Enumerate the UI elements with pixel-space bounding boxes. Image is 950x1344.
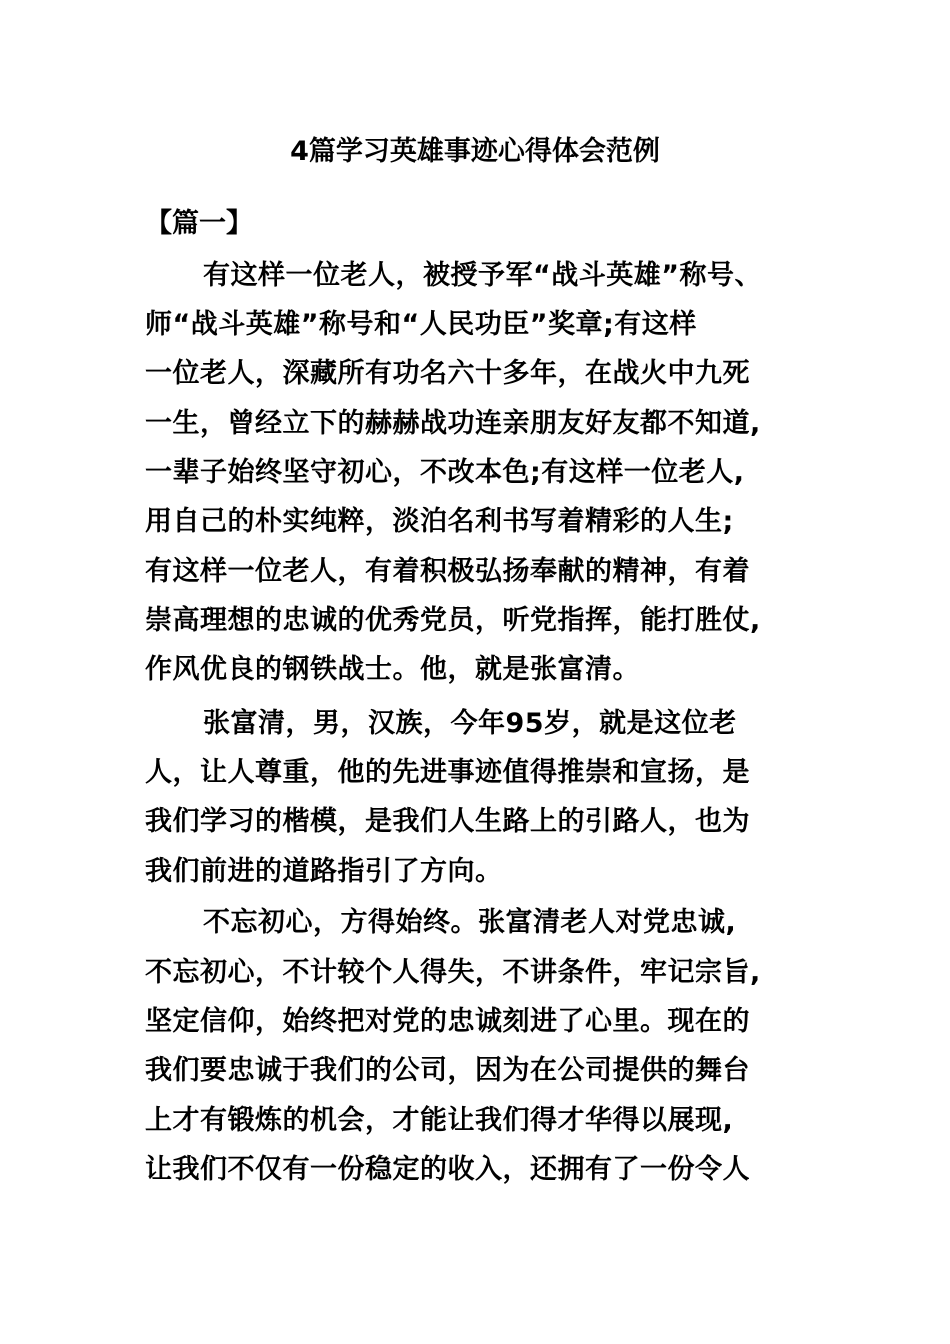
paragraph-line: 一生，曾经立下的赫赫战功连亲朋友好友都不知道, — [145, 408, 761, 439]
paragraph-line: 我们要忠诚于我们的公司，因为在公司提供的舞台 — [145, 1055, 750, 1086]
section-heading: 【篇一】 — [145, 208, 253, 239]
paragraph-line: 师“战斗英雄”称号和“人民功臣”奖章;有这样 — [145, 309, 697, 340]
paragraph-line: 上才有锻炼的机会，才能让我们得才华得以展现, — [145, 1105, 734, 1136]
paragraph-line: 崇高理想的忠诚的优秀党员，听党指挥，能打胜仗, — [145, 605, 761, 636]
paragraph-line: 坚定信仰，始终把对党的忠诚刻进了心里。现在的 — [145, 1006, 750, 1037]
paragraph-line: 一辈子始终坚守初心，不改本色;有这样一位老人, — [145, 457, 745, 488]
document-title: 4篇学习英雄事迹心得体会范例 — [290, 136, 660, 167]
paragraph-line: 有这样一位老人，有着积极弘扬奉献的精神，有着 — [145, 556, 750, 587]
paragraph-line: 一位老人，深藏所有功名六十多年，在战火中九死 — [145, 358, 750, 389]
paragraph-line: 我们学习的楷模，是我们人生路上的引路人，也为 — [145, 806, 750, 837]
paragraph-line: 人，让人尊重，他的先进事迹值得推崇和宣扬，是 — [145, 757, 750, 788]
paragraph-line: 让我们不仅有一份稳定的收入，还拥有了一份令人 — [145, 1154, 750, 1185]
paragraph-line: 作风优良的钢铁战士。他，就是张富清。 — [145, 654, 640, 685]
paragraph-line: 不忘初心，不计较个人得失，不讲条件，牢记宗旨, — [145, 957, 761, 988]
paragraph-line: 有这样一位老人，被授予军“战斗英雄”称号、 — [203, 260, 762, 291]
paragraph-line: 我们前进的道路指引了方向。 — [145, 856, 503, 887]
paragraph-line: 不忘初心，方得始终。张富清老人对党忠诚, — [203, 907, 737, 938]
paragraph-line: 用自己的朴实纯粹，淡泊名利书写着精彩的人生; — [145, 506, 734, 537]
paragraph-line: 张富清，男，汉族，今年95岁，就是这位老 — [203, 708, 737, 739]
